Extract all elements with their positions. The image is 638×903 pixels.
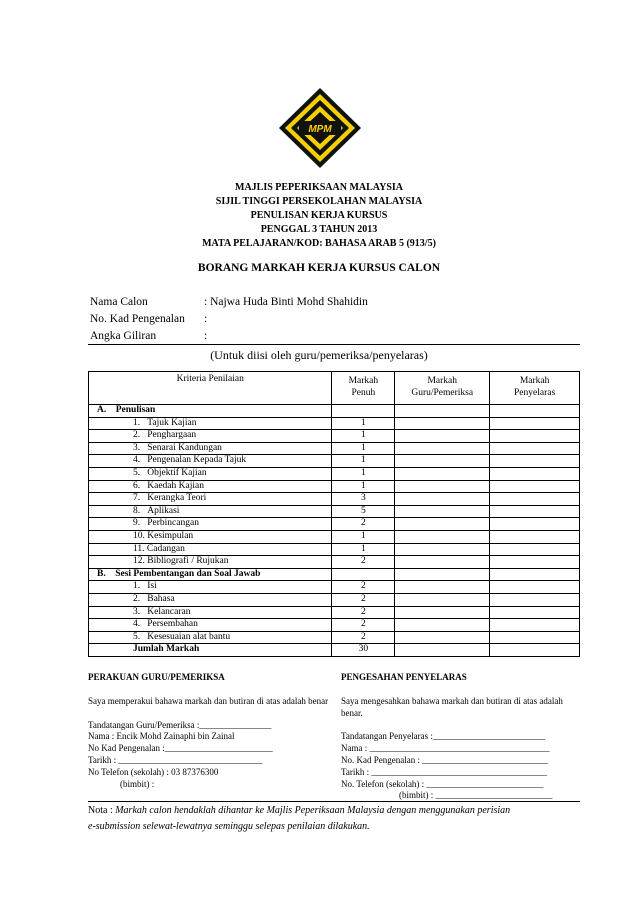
examiner-mark-cell[interactable]	[395, 442, 490, 455]
coordinator-mark-cell[interactable]	[490, 518, 580, 531]
full-mark-cell: 2	[332, 593, 395, 606]
coordinator-mark-cell[interactable]	[490, 593, 580, 606]
criteria-row	[89, 593, 580, 606]
full-mark-cell: 2	[332, 556, 395, 569]
examiner-mark-cell[interactable]	[395, 493, 490, 506]
examiner-ic-line[interactable]: No Kad Pengenalan :________________________	[88, 743, 273, 754]
full-mark-cell: 1	[332, 455, 395, 468]
coordinator-mark-cell[interactable]	[490, 442, 580, 455]
coordinator-mark-cell[interactable]	[490, 430, 580, 443]
criteria-label: 3. Senarai Kandungan	[89, 442, 332, 455]
examiner-mark-cell[interactable]	[395, 480, 490, 493]
coordinator-ic-line[interactable]: No. Kad Pengenalan : ____________________________	[341, 754, 549, 765]
criteria-header: Kriteria Penilaian	[89, 372, 332, 405]
criteria-label: 12. Bibliografi / Rujukan	[89, 556, 332, 569]
criteria-row	[89, 606, 580, 619]
candidate-ic-label: No. Kad Pengenalan	[90, 313, 185, 325]
full-mark-cell: 1	[332, 417, 395, 430]
criteria-row	[89, 455, 580, 468]
examiner-mark-cell[interactable]	[395, 430, 490, 443]
criteria-row	[89, 518, 580, 531]
examiner-mark-cell[interactable]	[395, 619, 490, 632]
criteria-label: 11. Cadangan	[89, 543, 332, 556]
full-mark-cell: 1	[332, 442, 395, 455]
full-mark-cell: 3	[332, 493, 395, 506]
coordinator-mark-cell[interactable]	[490, 480, 580, 493]
coordinator-mark-cell[interactable]	[490, 556, 580, 569]
criteria-label: 5. Kesesuaian alat bantu	[89, 631, 332, 644]
coordinator-signature-line[interactable]: Tandatangan Penyelaras :_________________________	[341, 731, 546, 742]
coordinator-block	[341, 672, 581, 802]
full-mark-cell: 2	[332, 581, 395, 594]
full-mark-cell: 2	[332, 518, 395, 531]
examiner-phone-line: No Telefon (sekolah) : 03 87376300	[88, 766, 219, 777]
mpm-logo	[279, 88, 361, 168]
table-header-row	[89, 372, 580, 405]
section-a-row	[89, 405, 580, 418]
coordinator-name-line[interactable]: Nama : ________________________________________	[341, 743, 550, 754]
criteria-label: 5. Objektif Kajian	[89, 467, 332, 480]
criteria-label: 8. Aplikasi	[89, 505, 332, 518]
examiner-mark-cell[interactable]	[395, 543, 490, 556]
logo-text: MPM	[308, 124, 332, 135]
criteria-row	[89, 530, 580, 543]
candidate-name-label: Nama Calon	[90, 296, 148, 308]
criteria-row	[89, 442, 580, 455]
criteria-row	[89, 430, 580, 443]
candidate-index-label: Angka Giliran	[90, 330, 157, 342]
coordinator-mark-cell[interactable]	[490, 606, 580, 619]
examiner-block	[88, 672, 333, 790]
section-a-label: A. Penulisan	[89, 405, 332, 418]
examiner-mark-cell[interactable]	[395, 593, 490, 606]
candidate-name-row	[90, 294, 368, 311]
criteria-row	[89, 631, 580, 644]
full-mark-cell: 2	[332, 619, 395, 632]
full-mark-cell: 5	[332, 505, 395, 518]
coordinator-mark-cell[interactable]	[490, 417, 580, 430]
full-mark-cell: 1	[332, 530, 395, 543]
criteria-row	[89, 619, 580, 632]
criteria-label: 9. Perbincangan	[89, 518, 332, 531]
total-coordinator-cell[interactable]	[490, 644, 580, 657]
header-line-4: PENGGAL 3 TAHUN 2013	[260, 224, 378, 235]
examiner-mark-cell[interactable]	[395, 606, 490, 619]
full-mark-cell: 2	[332, 631, 395, 644]
examiner-name-line: Nama : Encik Mohd Zainaphi bin Zainal	[88, 731, 235, 742]
candidate-index-row	[90, 328, 207, 345]
examiner-mark-cell[interactable]	[395, 631, 490, 644]
examiner-mark-cell[interactable]	[395, 505, 490, 518]
criteria-label: 4. Pengenalan Kepada Tajuk	[89, 455, 332, 468]
criteria-row	[89, 556, 580, 569]
criteria-label: 3. Kelancaran	[89, 606, 332, 619]
full-mark-cell: 1	[332, 480, 395, 493]
coordinator-mark-cell[interactable]	[490, 505, 580, 518]
criteria-row	[89, 581, 580, 594]
candidate-ic-row	[90, 311, 207, 328]
full-mark-header: Markah Penuh	[332, 372, 395, 405]
examiner-mark-header: Markah Guru/Pemeriksa	[395, 372, 490, 405]
criteria-row	[89, 505, 580, 518]
divider	[88, 344, 580, 345]
header-line-2: SIJIL TINGGI PERSEKOLAHAN MALAYSIA	[215, 196, 423, 207]
criteria-row	[89, 543, 580, 556]
criteria-row	[89, 493, 580, 506]
total-examiner-cell[interactable]	[395, 644, 490, 657]
examiner-statement: Saya memperakui bahawa markah dan butiran di atas adalah benar	[88, 695, 329, 706]
note-box	[88, 801, 580, 839]
examiner-mark-cell[interactable]	[395, 518, 490, 531]
full-mark-cell: 1	[332, 430, 395, 443]
criteria-label: 7. Kerangka Teori	[89, 493, 332, 506]
section-b-label: B. Sesi Pembentangan dan Soal Jawab	[89, 568, 332, 581]
full-mark-cell: 1	[332, 543, 395, 556]
total-row	[89, 644, 580, 657]
note-text-1: Markah calon hendaklah dihantar ke Majlis Peperiksaan Malaysia dengan menggunakan perisian	[115, 805, 511, 816]
candidate-ic-value: :	[204, 313, 208, 325]
note-text-2: e-submission selewat-lewatnya seminggu selepas penilaian dilakukan.	[88, 821, 370, 832]
coordinator-phone-line[interactable]: No. Telefon (sekolah) : __________________________	[341, 778, 544, 789]
fill-instruction: (Untuk diisi oleh guru/pemeriksa/penyelaras)	[210, 348, 428, 362]
coordinator-mark-cell[interactable]	[490, 631, 580, 644]
criteria-row	[89, 467, 580, 480]
coordinator-mark-cell[interactable]	[490, 455, 580, 468]
total-mark: 30	[332, 644, 395, 657]
coordinator-statement: Saya mengesahkan bahawa markah dan butiran di atas adalah benar.	[341, 695, 563, 718]
full-mark-cell: 1	[332, 467, 395, 480]
examiner-mark-cell[interactable]	[395, 455, 490, 468]
criteria-label: 10. Kesimpulan	[89, 530, 332, 543]
criteria-row	[89, 417, 580, 430]
examiner-mark-cell[interactable]	[395, 467, 490, 480]
coordinator-mark-cell[interactable]	[490, 619, 580, 632]
coordinator-mobile-line[interactable]: (bimbit) : __________________________	[399, 790, 553, 801]
criteria-label: 1. Tajuk Kajian	[89, 417, 332, 430]
criteria-row	[89, 480, 580, 493]
header-line-5: MATA PELAJARAN/KOD: BAHASA ARAB 5 (913/5)	[202, 238, 436, 249]
section-b-row	[89, 568, 580, 581]
examiner-signature-line[interactable]: Tandatangan Guru/Pemeriksa :________________	[88, 719, 272, 730]
criteria-label: 6. Kaedah Kajian	[89, 480, 332, 493]
total-label: Jumlah Markah	[89, 644, 332, 657]
coordinator-mark-cell[interactable]	[490, 530, 580, 543]
criteria-label: 1. Isi	[89, 581, 332, 594]
coordinator-mark-cell[interactable]	[490, 467, 580, 480]
form-title: BORANG MARKAH KERJA KURSUS CALON	[197, 262, 441, 274]
note-line-2	[88, 819, 580, 835]
examiner-mark-cell[interactable]	[395, 581, 490, 594]
examiner-date-line[interactable]: Tarikh : ________________________________	[88, 754, 263, 765]
candidate-name-value: : Najwa Huda Binti Mohd Shahidin	[204, 296, 368, 308]
note-prefix: Nota :	[88, 805, 116, 816]
criteria-label: 2. Bahasa	[89, 593, 332, 606]
coordinator-date-line[interactable]: Tarikh : _______________________________________	[341, 766, 547, 777]
candidate-index-value: :	[204, 330, 208, 342]
coordinator-mark-header: Markah Penyelaras	[490, 372, 580, 405]
coordinator-heading: PENGESAHAN PENYELARAS	[341, 672, 467, 682]
header-line-3: PENULISAN KERJA KURSUS	[250, 210, 388, 221]
note-line-1	[88, 803, 580, 819]
criteria-label: 4. Persembahan	[89, 619, 332, 632]
examiner-mark-cell[interactable]	[395, 417, 490, 430]
coordinator-mark-cell[interactable]	[490, 543, 580, 556]
examiner-heading: PERAKUAN GURU/PEMERIKSA	[88, 672, 225, 682]
marks-table	[88, 371, 580, 657]
full-mark-cell: 2	[332, 606, 395, 619]
examiner-mark-cell[interactable]	[395, 530, 490, 543]
coordinator-mark-cell[interactable]	[490, 493, 580, 506]
criteria-label: 2. Penghargaan	[89, 430, 332, 443]
examiner-mobile-line[interactable]: (bimbit) :	[120, 778, 155, 789]
coordinator-mark-cell[interactable]	[490, 581, 580, 594]
examiner-mark-cell[interactable]	[395, 556, 490, 569]
header-line-1: MAJLIS PEPERIKSAAN MALAYSIA	[235, 182, 403, 193]
